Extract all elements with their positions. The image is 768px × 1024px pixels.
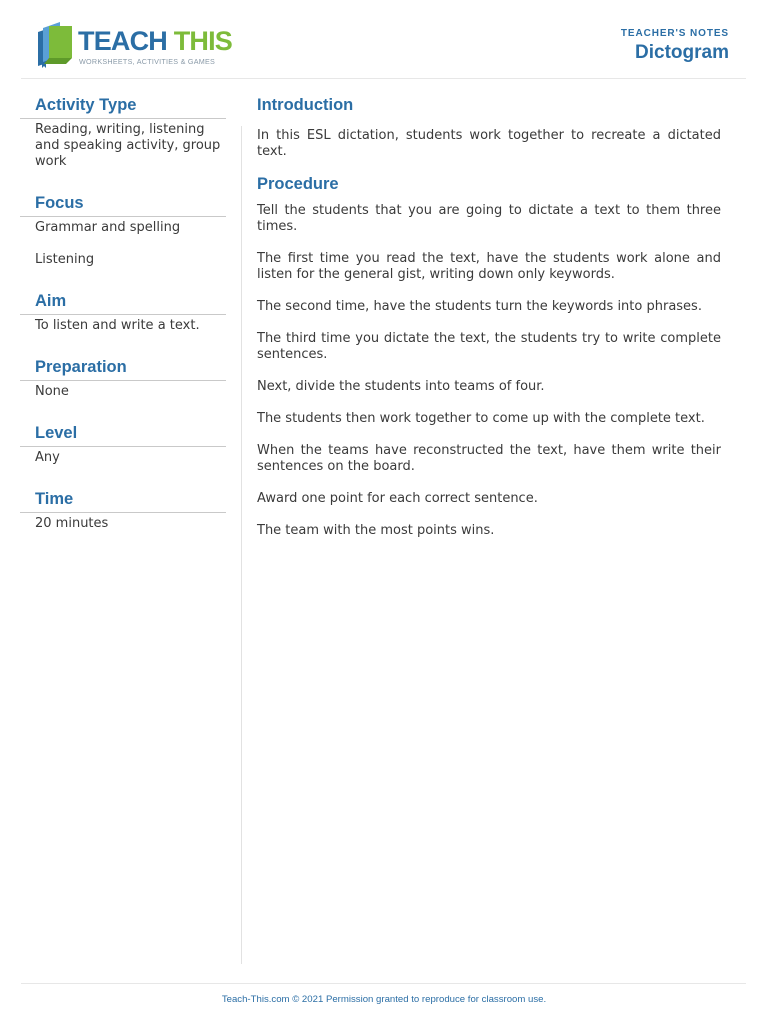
- book-icon: [36, 22, 76, 68]
- teachers-notes-label: TEACHER'S NOTES: [620, 28, 729, 39]
- procedure-step: Tell the students that you are going to dictate a text to them three times.: [257, 203, 721, 234]
- logo-wordmark: [78, 24, 232, 58]
- procedure-step: The third time you dictate the text, the students try to write complete sentences.: [257, 331, 721, 362]
- focus-value-grammar: Grammar and spelling: [35, 220, 181, 235]
- activity-type-heading: Activity Type: [20, 93, 226, 119]
- procedure-step: The first time you read the text, have the students work alone and listen for the general gist, writing down only keywords.: [257, 251, 721, 282]
- procedure-step: When the teams have reconstructed the text, have them write their sentences on the board.: [257, 443, 721, 474]
- footer-divider: [21, 983, 746, 984]
- focus-heading: Focus: [20, 191, 226, 217]
- teachthis-logo[interactable]: [36, 22, 236, 70]
- level-heading: Level: [20, 421, 226, 447]
- procedure-heading: Procedure: [257, 175, 339, 193]
- time-section: [20, 487, 226, 532]
- level-value: Any: [35, 450, 60, 465]
- procedure-step: The second time, have the students turn the keywords into phrases.: [257, 299, 702, 314]
- copyright-footer: Teach-This.com © 2021 Permission granted to reproduce for classroom use.: [221, 994, 547, 1005]
- sidebar: [20, 93, 226, 553]
- aim-section: [20, 289, 226, 334]
- procedure-step: Next, divide the students into teams of four.: [257, 379, 545, 394]
- page-header: [0, 0, 768, 78]
- page-title: Dictogram: [635, 42, 729, 63]
- procedure-step: The team with the most points wins.: [257, 523, 495, 538]
- logo-tagline: WORKSHEETS, ACTIVITIES & GAMES: [79, 57, 216, 66]
- logo-word-this: THIS: [173, 26, 233, 56]
- level-section: [20, 421, 226, 466]
- focus-value-listening: Listening: [35, 252, 95, 267]
- preparation-heading: Preparation: [20, 355, 226, 381]
- column-divider: [241, 126, 242, 964]
- introduction-heading: Introduction: [257, 96, 354, 114]
- header-divider: [21, 78, 746, 79]
- focus-section: [20, 191, 226, 268]
- procedure-step: Award one point for each correct sentence.: [257, 491, 538, 506]
- activity-type-section: [20, 93, 226, 170]
- time-heading: Time: [20, 487, 226, 513]
- activity-type-value: Reading, writing, listening and speaking activity, group work: [35, 122, 221, 169]
- aim-heading: Aim: [20, 289, 226, 315]
- preparation-value: None: [35, 384, 69, 399]
- time-value: 20 minutes: [35, 516, 109, 531]
- preparation-section: [20, 355, 226, 400]
- aim-value: To listen and write a text.: [35, 318, 200, 333]
- introduction-text: In this ESL dictation, students work together to recreate a dictated text.: [257, 128, 721, 159]
- procedure-step: The students then work together to come up with the complete text.: [257, 411, 705, 426]
- main-content: [257, 93, 721, 555]
- procedure-steps: [257, 203, 721, 539]
- logo-word-teach: TEACH: [78, 26, 167, 56]
